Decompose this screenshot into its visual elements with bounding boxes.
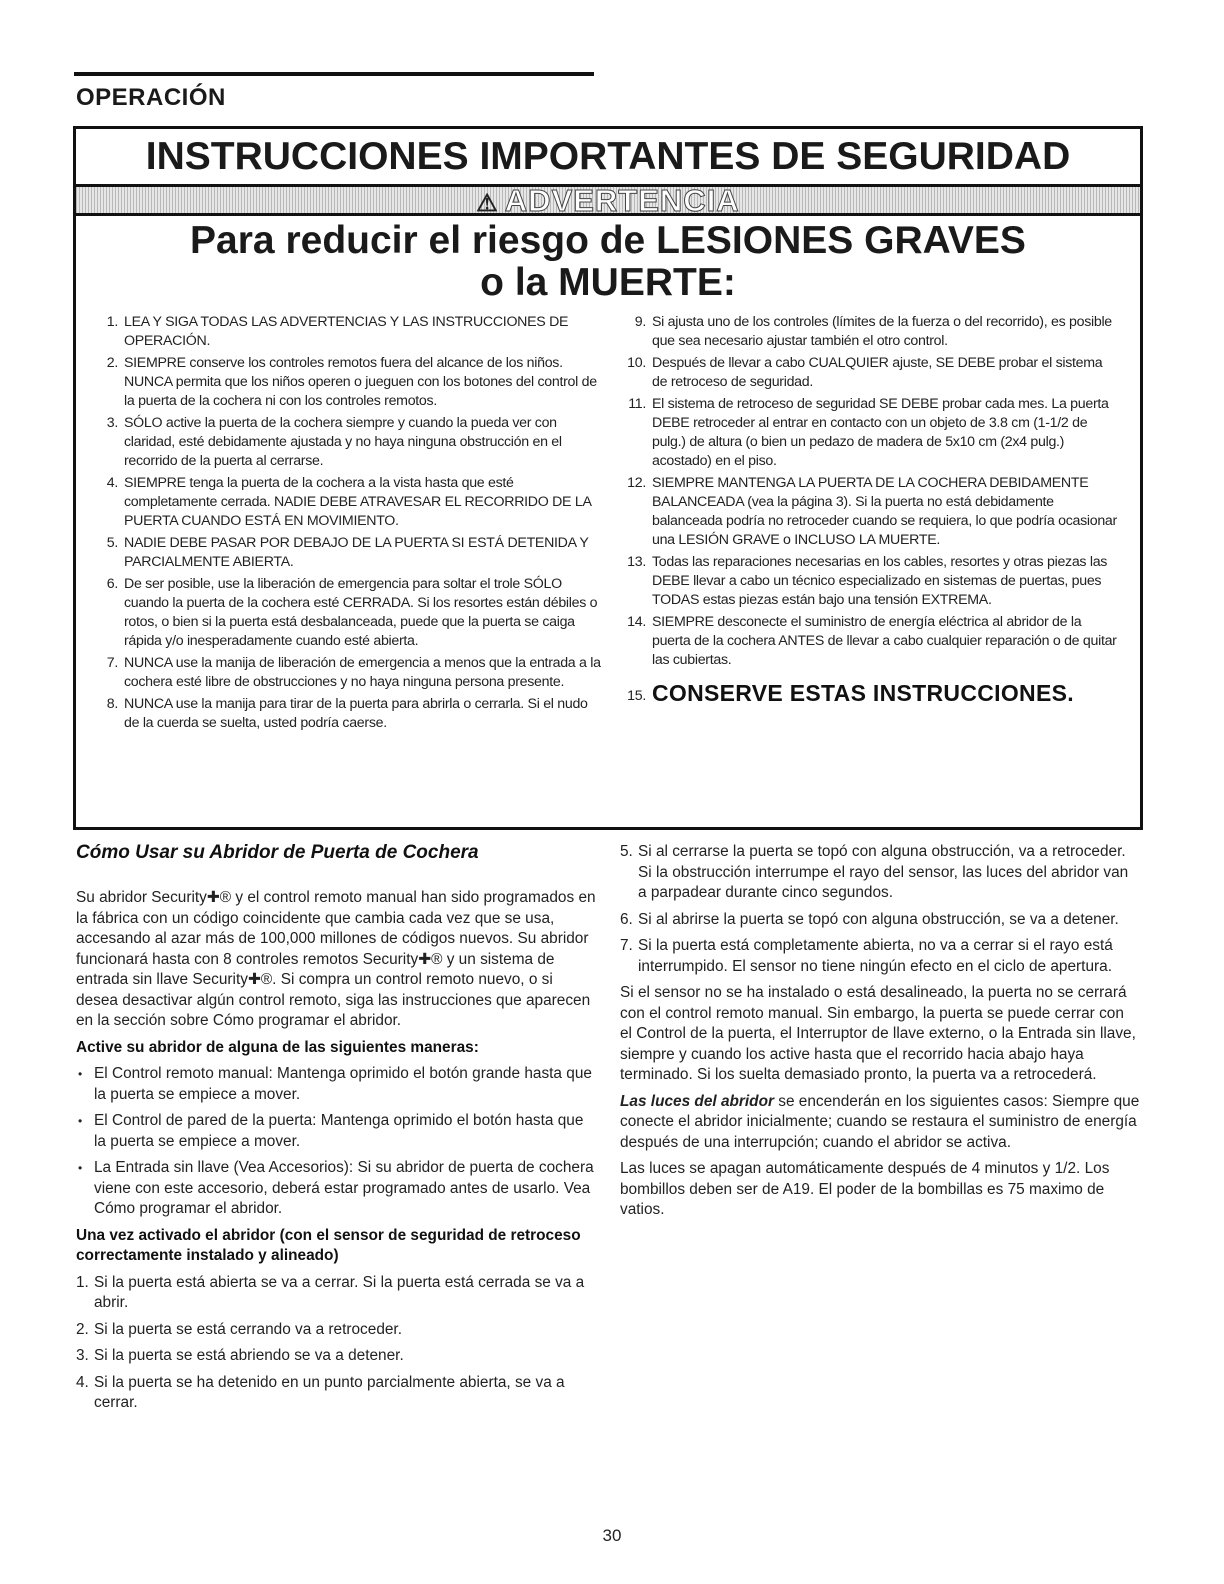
list-item (620, 910, 1140, 931)
safety-item-text: SIEMPRE MANTENGA LA PUERTA DE LA COCHERA DEBIDAMENTE BALANCEADA (vea la página 3). Si la puerta no está debidamente balanceada podría no retroceder cuando se requiera, lo que podría ocasionar una LESIÓN GRAVE o INCLUSO LA MUERTE. (652, 475, 1117, 548)
list-item-text: Si la puerta se está cerrando va a retroceder. (94, 1320, 402, 1338)
safety-item-number: 10. (627, 355, 646, 371)
bullet-icon: • (78, 1114, 83, 1128)
lights-text: se encenderán en los siguientes casos: Siempre que conecte el abridor inicialmente; cuando se restaura el suministro de energía después de una interrupción; cuando el abridor se activa. (620, 1092, 1140, 1151)
safety-item-text: SIEMPRE tenga la puerta de la cochera a la vista hasta que esté completamente cerrada. NADIE DEBE ATRAVESAR EL RECORRIDO DE LA PUERTA CUANDO ESTÁ EN MOVIMIENTO. (124, 475, 591, 529)
list-item-text: Si al abrirse la puerta se topó con alguna obstrucción, se va a detener. (638, 910, 1119, 928)
safety-item-conserve (618, 680, 1118, 707)
list-item (76, 1320, 596, 1341)
safety-item (618, 613, 1118, 670)
step-number: 6. (620, 910, 633, 928)
list-item (76, 1273, 596, 1314)
lights-lead: Las luces del abridor (620, 1092, 774, 1110)
safety-header: INSTRUCCIONES IMPORTANTES DE SEGURIDAD (145, 135, 1071, 178)
intro-paragraph: Su abridor Security✚® y el control remoto manual han sido programados en la fábrica con un código coincidente que cambia cada vez que se usa, accesando al azar más de 100,000 millones de códigos nuevos. Su abridor funcionará hasta con 8 controles remotos Security✚® y un sistema de entrada sin llave Security✚®. Si compra un control remoto nuevo, o si desea desactivar algún control remoto, siga las instrucciones que aparecen en la sección sobre Cómo programar el abridor. (76, 889, 596, 1029)
safety-item-number: 8. (106, 696, 118, 712)
safety-item-number: 7. (106, 655, 118, 671)
safety-item-number: 3. (106, 415, 118, 431)
step-number: 3. (76, 1347, 89, 1364)
list-item-text: Si la puerta se ha detenido en un punto parcialmente abierta, se va a cerrar. (94, 1373, 565, 1411)
safety-item-number: 5. (106, 535, 118, 551)
safety-item-text: SÓLO active la puerta de la cochera siempre y cuando la pueda ver con claridad, esté debidamente ajustada y no haya ninguna obstrucción en el recorrido de la puerta al cerrarse. (124, 415, 562, 469)
safety-item (618, 313, 1118, 351)
safety-item (96, 313, 606, 351)
safety-item (96, 575, 606, 651)
safety-item-number: 2. (106, 355, 118, 371)
section-title: OPERACIÓN (76, 84, 226, 111)
activate-heading: Active su abridor de alguna de las siguientes maneras: (76, 1038, 479, 1056)
safety-item-number: 9. (634, 314, 646, 330)
page-number: 30 (602, 1526, 622, 1545)
warning-label (476, 183, 740, 218)
safety-item-text: SIEMPRE conserve los controles remotos fuera del alcance de los niños. NUNCA permita que los niños operen o jueguen con los botones del control de la puerta de la cochera ni con los controles remotos. (124, 355, 597, 409)
warning-band (76, 184, 1140, 216)
safety-item (618, 474, 1118, 550)
sensor-paragraph: Si el sensor no se ha instalado o está desalineado, la puerta no se cerrará con el control remoto manual. Sin embargo, la puerta se puede cerrar con el Control de la puerta, el Interruptor de llave externo, o la Entrada sin llave, siempre y cuando los active hasta que el recorrido hacia abajo haya terminado. Si los suelta demasiado pronto, la puerta va a retrocederá. (620, 984, 1136, 1083)
safety-item-text: Después de llevar a cabo CUALQUIER ajuste, SE DEBE probar el sistema de retroceso de seguridad. (652, 355, 1103, 390)
warning-triangle-icon: ⚠ (476, 190, 499, 217)
list-item-text: Si al cerrarse la puerta se topó con alguna obstrucción, va a retroceder. Si la obstrucción interrumpe el rayo del sensor, las luces del abridor van a parpadear durante cinco segundos. (638, 843, 1129, 901)
safety-item-text: NADIE DEBE PASAR POR DEBAJO DE LA PUERTA SI ESTÁ DETENIDA Y PARCIALMENTE ABIERTA. (124, 535, 589, 570)
lights-off-paragraph: Las luces se apagan automáticamente después de 4 minutos y 1/2. Los bombillos deben ser de A19. El poder de la bombillas es 75 maximo de vatios. (620, 1160, 1110, 1218)
list-item-text: Si la puerta está completamente abierta, no va a cerrar si el rayo está interrumpido. El sensor no tiene ningún efecto en el ciclo de apertura. (638, 937, 1113, 975)
safety-item (96, 354, 606, 411)
step-number: 1. (76, 1273, 89, 1291)
safety-item-number: 15. (627, 688, 646, 704)
safety-item-text: NUNCA use la manija de liberación de emergencia a menos que la entrada a la cochera esté libre de obstrucciones y no haya ninguna persona presente. (124, 655, 601, 690)
conserve-instructions: CONSERVE ESTAS INSTRUCCIONES. (652, 680, 1074, 706)
activated-heading: Una vez activado el abridor (con el sensor de seguridad de retroceso correctamente instalado y alineado) (76, 1226, 581, 1264)
safety-item-number: 6. (106, 576, 118, 592)
safety-item (96, 654, 606, 692)
lights-paragraph (620, 1092, 1140, 1154)
warning-label-text: ADVERTENCIA (504, 183, 740, 218)
safety-item-text: LEA Y SIGA TODAS LAS ADVERTENCIAS Y LAS INSTRUCCIONES DE OPERACIÓN. (124, 314, 569, 349)
top-rule (74, 72, 594, 76)
list-item-text: El Control remoto manual: Mantenga oprimido el botón grande hasta que la puerta se empiece a mover. (94, 1065, 592, 1103)
safety-item (618, 354, 1118, 392)
step-number: 2. (76, 1320, 89, 1338)
list-item (76, 1111, 596, 1152)
safety-item (618, 553, 1118, 610)
left-column (76, 842, 596, 1420)
list-item-text: El Control de pared de la puerta: Mantenga oprimido el botón hasta que la puerta se empiece a mover. (94, 1112, 584, 1150)
list-item (76, 1346, 596, 1367)
list-item (76, 1158, 596, 1220)
safety-item-number: 12. (627, 475, 646, 491)
usage-heading: Cómo Usar su Abridor de Puerta de Cochera (76, 842, 479, 863)
safety-item-number: 1. (106, 314, 118, 330)
safety-items-right (618, 313, 1118, 710)
step-number: 5. (620, 843, 633, 860)
safety-item (96, 695, 606, 733)
bullet-icon: • (78, 1161, 83, 1175)
right-column (620, 842, 1140, 1227)
list-item-text: Si la puerta se está abriendo se va a detener. (94, 1347, 404, 1364)
list-item-text: Si la puerta está abierta se va a cerrar. Si la puerta está cerrada se va a abrir. (94, 1273, 585, 1311)
risk-line-2: o la MUERTE: (480, 261, 736, 304)
risk-title (76, 220, 1140, 304)
list-item (76, 1064, 596, 1105)
safety-item (96, 414, 606, 471)
safety-items-left (96, 313, 606, 736)
safety-item-text: Todas las reparaciones necesarias en los cables, resortes y otras piezas las DEBE llevar a cabo un técnico especializado en sistemas de puertas, pues TODAS estas piezas están bajo una tensión EXTREMA. (652, 554, 1108, 608)
step-number: 7. (620, 937, 633, 954)
safety-item-number: 4. (106, 475, 118, 491)
safety-item-text: El sistema de retroceso de seguridad SE DEBE probar cada mes. La puerta DEBE retroceder al entrar en contacto con un objeto de 3.8 cm (1-1/2 de pulg.) de altura (o bien un pedazo de madera de 5x10 cm (2x4 pulg.) acostado) en el piso. (652, 396, 1109, 469)
bullet-icon: • (78, 1067, 83, 1081)
safety-item-text: De ser posible, use la liberación de emergencia para soltar el trole SÓLO cuando la puerta de la cochera esté CERRADA. Si los resortes están débiles o rotos, o bien si la puerta está desbalanceada, puede que la puerta se caiga rápida y/o inesperadamente cuando esté abierta. (124, 576, 598, 649)
list-item (620, 842, 1140, 904)
safety-item-text: Si ajusta uno de los controles (límites de la fuerza o del recorrido), es posible que sea necesario ajustar también el otro control. (652, 314, 1112, 349)
safety-item-number: 13. (627, 554, 646, 570)
safety-item-text: SIEMPRE desconecte el suministro de energía eléctrica al abridor de la puerta de la cochera ANTES de llevar a cabo cualquier reparación o de quitar las cubiertas. (652, 614, 1117, 668)
safety-item (96, 534, 606, 572)
step-number: 4. (76, 1373, 89, 1391)
safety-item-number: 14. (627, 614, 646, 630)
list-item (620, 936, 1140, 977)
safety-item (96, 474, 606, 531)
list-item-text: La Entrada sin llave (Vea Accesorios): Si su abridor de puerta de cochera viene con este accesorio, deberá estar programado antes de usarlo. Vea Cómo programar el abridor. (94, 1159, 594, 1217)
safety-box (73, 126, 1143, 830)
list-item (76, 1373, 596, 1414)
safety-item-text: NUNCA use la manija para tirar de la puerta para abrirla o cerrarla. Si el nudo de la cuerda se suelta, usted podría caerse. (124, 696, 588, 731)
safety-item-number: 11. (628, 396, 646, 412)
risk-line-1: Para reducir el riesgo de LESIONES GRAVES (190, 219, 1026, 262)
safety-item (618, 395, 1118, 471)
